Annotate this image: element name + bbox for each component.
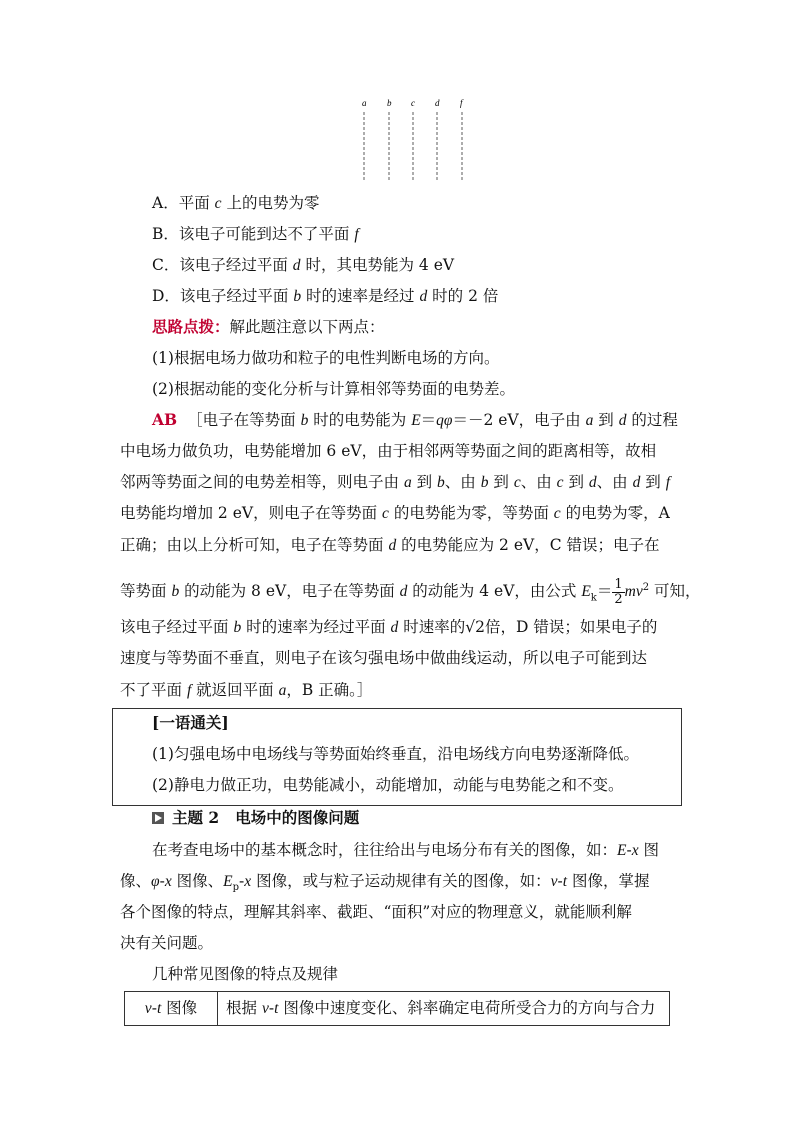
table-var: v (261, 1000, 269, 1017)
option-c-var: d (292, 257, 301, 274)
summary-title: [一语通关] (152, 713, 229, 732)
answer-text: 到 (563, 473, 589, 491)
equipotential-lines-svg (350, 96, 480, 182)
answer-line-5 (120, 535, 659, 556)
body-var: x (244, 873, 252, 890)
fraction-denominator: 2 (614, 591, 623, 607)
answer-var: c (556, 474, 564, 491)
body-text: - (239, 872, 245, 890)
body-var: φ (151, 873, 160, 890)
body-text: 图像，或与粒子运动规律有关的图像，如： (251, 872, 551, 890)
body-subscript: p (232, 882, 240, 894)
answer-line-1 (152, 410, 678, 431)
option-a-text: A．平面 (152, 194, 215, 212)
hint-label: 思路点拨： (152, 317, 230, 336)
answer-var: c (382, 505, 389, 522)
play-icon (152, 812, 164, 824)
answer-var: d (618, 412, 627, 429)
summary-point-2: (2)静电力做正功，电势能减小，动能增加，动能与电势能之和不变。 (152, 776, 624, 794)
table-text: - (151, 999, 157, 1017)
equipotential-figure (350, 96, 480, 182)
option-d-text2: 时的速率是经过 (301, 287, 420, 305)
topic-heading (152, 808, 359, 828)
answer-var: mv (624, 583, 643, 601)
hint-text: 解此题注意以下两点： (229, 318, 385, 336)
option-d-text3: 时的 2 倍 (427, 287, 499, 305)
answer-var: b (300, 412, 309, 429)
option-c-text2: 时，其电势能为 4 eV (300, 256, 455, 274)
answer-text: 可知， (649, 582, 701, 601)
option-d-text: D．该电子经过平面 (152, 287, 294, 305)
answer-text: 的动能为 4 eV，由公式 (407, 582, 582, 601)
option-b (152, 224, 359, 245)
answer-text: 到 (488, 473, 514, 491)
answer-var: a (278, 682, 287, 699)
body-line-3: 各个图像的特点，理解其斜率、截距、“面积”对应的物理意义，就能顺利解 (120, 903, 632, 921)
summary-point-1: (1)匀强电场中电场线与等势面始终垂直，沿电场线方向电势逐渐降低。 (152, 745, 639, 763)
body-text: 像、 (120, 872, 152, 890)
table-var: t (274, 1000, 279, 1017)
answer-var: b (480, 474, 489, 491)
answer-text: 时速率的 (398, 618, 466, 636)
body-text: 图像、 (171, 872, 224, 890)
answer-text: 不了平面 (120, 681, 187, 699)
table-text: 图像 (161, 999, 198, 1017)
answer-var: b (233, 619, 242, 636)
option-d-var2: d (419, 288, 428, 305)
hint-line (152, 317, 385, 337)
body-var: E (223, 873, 233, 890)
answer-text: 电势能均增加 2 eV，则电子在等势面 (120, 504, 383, 522)
body-text: 图像，掌握 (567, 872, 650, 890)
answer-text: ＝－2 eV，电子由 (452, 411, 586, 429)
answer-var: qφ (436, 412, 453, 429)
answer-text: 就返回平面 (191, 681, 279, 699)
fraction-one-half (612, 578, 624, 607)
answer-var: c (513, 474, 521, 491)
plane-label-a: a (362, 98, 367, 108)
answer-var: f (186, 682, 192, 699)
answer-var: d (399, 583, 408, 601)
table-cell-rule (218, 992, 670, 1026)
plane-label-c: c (411, 98, 415, 108)
answer-line-9 (120, 680, 372, 701)
answer-var: f (665, 474, 671, 491)
body-text: - (626, 841, 632, 859)
body-line-4: 决有关问题。 (120, 934, 214, 952)
option-a-text2: 上的电势为零 (221, 194, 320, 212)
answer-text: 时的速率为经过平面 (241, 618, 391, 636)
answer-text: 、由 (596, 473, 633, 491)
answer-text: 等势面 (120, 582, 172, 601)
answer-line-4 (120, 503, 670, 524)
body-text: - (557, 872, 563, 890)
answer-line-3 (120, 472, 670, 493)
answer-text: 邻两等势面之间的电势差相等，则电子由 (120, 473, 404, 491)
answer-var: d (588, 474, 597, 491)
table-var: t (156, 1000, 162, 1017)
answer-text: ，B 正确。］ (286, 681, 373, 699)
answer-var: a (585, 412, 594, 429)
hint-point-2: (2)根据动能的变化分析与计算相邻等势面的电势差。 (152, 380, 515, 398)
fraction-numerator: 1 (614, 576, 623, 592)
answer-var: c (553, 505, 561, 522)
body-var: t (562, 873, 568, 890)
kinetic-energy-subscript: k (590, 592, 597, 604)
topic-label: 主题 2 (172, 808, 220, 827)
answer-var: b (437, 474, 445, 491)
body-text: 图 (638, 841, 660, 859)
answer-var: E (411, 412, 421, 429)
body-var: x (164, 873, 172, 890)
body-line-1 (152, 840, 659, 861)
option-a (152, 193, 319, 214)
answer-text: 到 (593, 411, 619, 429)
option-c (152, 255, 454, 276)
answer-text: 时的电势能为 (308, 411, 412, 429)
answer-text: 的电势为零，A (560, 504, 670, 522)
answer-key: AB (152, 410, 178, 429)
table-text: 根据 (226, 999, 262, 1017)
answer-text: 、由 (520, 473, 557, 491)
body-line-2 (120, 871, 650, 898)
option-b-var: f (354, 226, 359, 243)
graph-table (124, 991, 670, 1026)
plane-label-b: b (387, 98, 392, 108)
answer-text: 到 (411, 473, 438, 491)
table-var: v (144, 1000, 152, 1017)
answer-text: 倍，D 错误；如果电子的 (484, 618, 658, 636)
option-c-text: C．该电子经过平面 (152, 256, 293, 274)
table-text: 图像中速度变化、斜率确定电荷所受合力的方向与合力 (278, 999, 656, 1017)
body-text: - (159, 872, 165, 890)
answer-text: ＝ (596, 582, 613, 601)
body-var: x (631, 842, 639, 859)
hint-point-1: (1)根据电场力做功和粒子的电性判断电场的方向。 (152, 349, 500, 367)
answer-text: 的动能为 8 eV，电子在等势面 (179, 582, 400, 601)
table-cell-type (125, 992, 218, 1026)
answer-line-7 (120, 617, 657, 638)
plane-label-f: f (460, 98, 463, 108)
body-line-5: 几种常见图像的特点及规律 (152, 965, 339, 983)
body-var: E (617, 842, 627, 859)
answer-var: d (390, 619, 399, 636)
answer-var: d (388, 537, 397, 554)
answer-text: 的过程 (626, 411, 678, 429)
body-text: 在考查电场中的基本概念时，往往给出与电场分布有关的图像，如： (152, 841, 618, 859)
plane-label-d: d (435, 98, 440, 108)
table-text: - (268, 999, 275, 1017)
answer-var: b (171, 583, 180, 601)
option-b-text: B．该电子可能到达不了平面 (152, 225, 355, 243)
option-d (152, 286, 498, 307)
answer-text: 正确；由以上分析可知，电子在等势面 (120, 536, 389, 554)
answer-text: 、由 (444, 473, 481, 491)
option-d-var: b (293, 288, 302, 305)
sqrt-two: √2 (465, 618, 485, 636)
answer-text: 到 (640, 473, 666, 491)
exponent: 2 (642, 582, 650, 593)
option-a-var: c (214, 195, 222, 212)
table-row (125, 992, 670, 1026)
answer-text: 的电势能应为 2 eV，C 错误；电子在 (396, 536, 660, 554)
answer-line-8: 速度与等势面不垂直，则电子在该匀强电场中做曲线运动，所以电子可能到达 (120, 649, 648, 667)
answer-text: 的电势能为零，等势面 (388, 504, 554, 522)
kinetic-energy-symbol: E (581, 583, 591, 601)
body-var: v (550, 873, 558, 890)
topic-title: 电场中的图像问题 (235, 808, 360, 827)
answer-text: ［电子在等势面 (187, 411, 301, 429)
answer-line-6 (120, 568, 701, 618)
answer-text: 该电子经过平面 (120, 618, 234, 636)
answer-var: a (403, 474, 412, 491)
answer-line-2: 中电场力做负功，电势能增加 6 eV，由于相邻两等势面之间的距离相等，故相 (120, 442, 657, 460)
answer-var: d (632, 474, 641, 491)
answer-text: ＝ (420, 411, 437, 429)
